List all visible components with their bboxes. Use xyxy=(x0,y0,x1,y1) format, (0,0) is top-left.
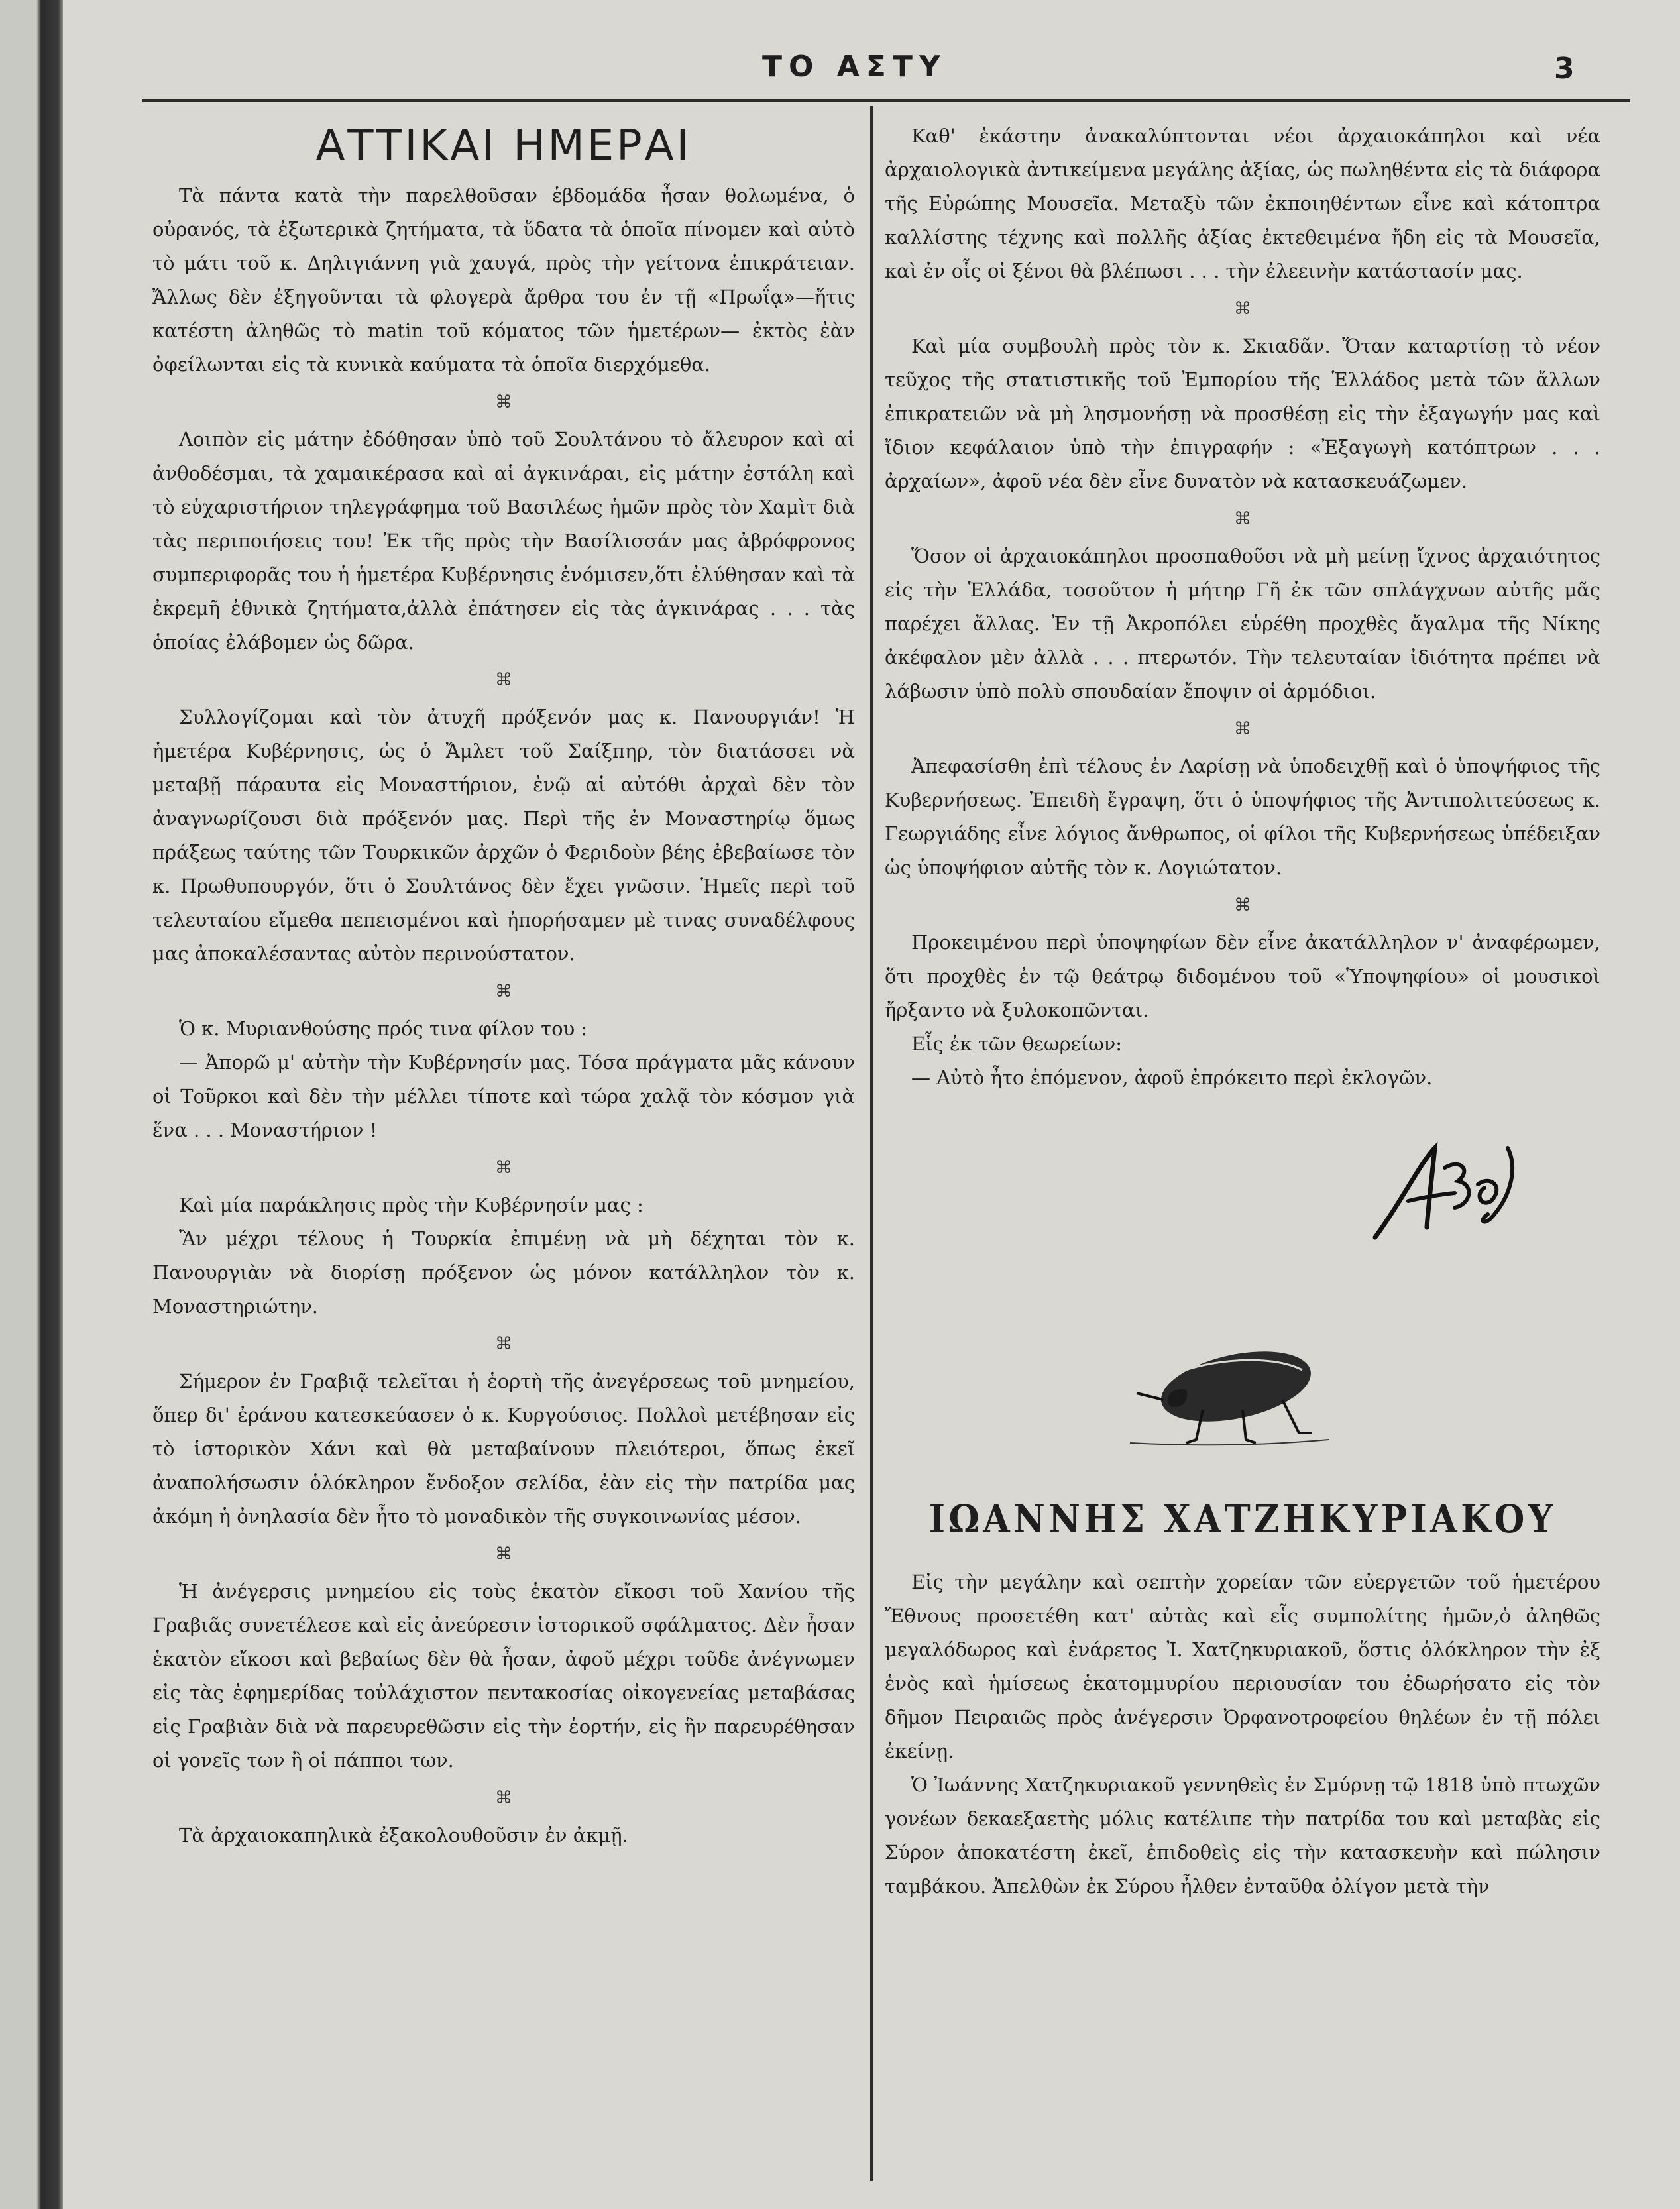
separator-ornament: ⌘ xyxy=(495,982,512,1001)
masthead: ΤΟ ΑΣΤΥ xyxy=(762,50,947,84)
paragraph: Λοιπὸν εἰς μάτην ἐδόθησαν ὑπὸ τοῦ Σουλτάνου τὸ ἄλευρον καὶ αἱ ἀνθοδέσμαι, τὰ χαμαικέρασα καὶ αἱ ἀγκινάραι, εἰς μάτην ἐστάλη καὶ τὸ εὐχαριστήριον τηλεγράφημα τοῦ Βασιλέως ἡμῶν πρὸς τὸν Χαμὶτ διὰ τὰς περιποιήσεις του! Ἐκ τῆς πρὸς τὴν Βασίλισσάν μας ἀβρόφρονος συμπεριφορᾶς του ἡ ἡμετέρα Κυβέρνησις ἐνόμισεν,ὅτι ἐλύθησαν καὶ τὰ ἐκρεμῆ ἐθνικὰ ζητήματα,ἀλλὰ ἐπάτησεν εἰς τὰς ἀγκινάρας . . . τὰς ὁποίας ἐλάβομεν ὡς δῶρα. xyxy=(152,428,855,653)
separator-ornament: ⌘ xyxy=(495,670,512,690)
paragraph: Καὶ μία παράκλησις πρὸς τὴν Κυβέρνησίν μας : xyxy=(179,1194,644,1216)
left-column xyxy=(152,119,855,1852)
paragraph: Ὅσον οἱ ἀρχαιοκάπηλοι προσπαθοῦσι νὰ μὴ μείνῃ ἴχνος ἀρχαιότητος εἰς τὴν Ἑλλάδα, τοσοῦτον ἡ μήτηρ Γῆ ἐκ τῶν σπλάγχνων αὐτῆς μᾶς παρέχει ἄλλας. Ἐν τῇ Ἀκροπόλει εὑρέθη προχθὲς ἄγαλμα τῆς Νίκης ἀκέφαλον μὲν ἀλλὰ . . . πτερωτόν. Τὴν τελευταίαν ἰδιότητα πρέπει νὰ λάβωσιν ὑπὸ πολὺ σπουδαίαν ἔποψιν οἱ ἁρμόδιοι. xyxy=(885,545,1600,703)
paragraph: Ὁ Ἰωάννης Χατζηκυριακοῦ γεννηθεὶς ἐν Σμύρνῃ τῷ 1818 ὑπὸ πτωχῶν γονέων δεκαεξαετὴς μόλις κατέλιπε τὴν πατρίδα του καὶ μεταβὰς εἰς Σύρον ἀποκατέστη ἐκεῖ, ἐπιδοθεὶς εἰς τὴν κατασκευὴν καὶ πώλησιν ταμβάκου. Ἀπελθὼν ἐκ Σύρου ἦλθεν ἐνταῦθα ὀλίγον μετὰ τὴν xyxy=(885,1774,1600,1897)
separator-ornament: ⌘ xyxy=(495,1158,512,1178)
paragraph: Εἷς ἐκ τῶν θεωρείων: xyxy=(911,1033,1123,1055)
header-rule xyxy=(142,99,1630,102)
paragraph: Ὁ κ. Μυριανθούσης πρός τινα φίλον του : xyxy=(179,1017,588,1040)
obituary-title: ΙΩΑΝΝΗΣ ΧΑΤΖΗΚΥΡΙΑΚΟΥ xyxy=(928,1497,1557,1542)
page-number: 3 xyxy=(1554,52,1575,85)
separator-ornament: ⌘ xyxy=(495,1334,512,1354)
page-binding-edge xyxy=(0,0,63,2209)
paragraph: Ἀπεφασίσθη ἐπὶ τέλους ἐν Λαρίσῃ νὰ ὑποδειχθῇ καὶ ὁ ὑποψήφιος τῆς Κυβερνήσεως. Ἐπειδὴ ἔγραψη, ὅτι ὁ ὑποψήφιος τῆς Ἀντιπολιτεύσεως κ. Γεωργιάδης εἶνε λόγιος ἄνθρωπος, οἱ φίλοι τῆς Κυβερνήσεως ὑπέδειξαν ὡς ὑποψήφιον αὐτῆς τὸν κ. Λογιώτατον. xyxy=(885,755,1600,879)
paragraph: Ἡ ἀνέγερσις μνημείου εἰς τοὺς ἑκατὸν εἴκοσι τοῦ Χανίου τῆς Γραβιᾶς συνετέλεσε καὶ εἰς ἀνεύρεσιν ἱστορικοῦ σφάλματος. Δὲν ἦσαν ἑκατὸν εἴκοσι καὶ βεβαίως δὲν θὰ ἦσαν, ἀφοῦ μέχρι τοῦδε ἀνέγνωμεν εἰς τὰς ἐφημερίδας τοὐλάχιστον πεντακοσίας οἰκογενείας μεταβάσας εἰς Γραβιὰν διὰ νὰ παρευρεθῶσιν εἰς τὴν ἑορτήν, εἰς ἣν παρευρέθησαν οἱ γονεῖς των ἢ οἱ πάπποι των. xyxy=(152,1580,855,1772)
separator-ornament: ⌘ xyxy=(495,392,512,412)
separator-ornament: ⌘ xyxy=(1234,895,1251,915)
column-rule xyxy=(870,106,873,2181)
right-column xyxy=(885,119,1600,1903)
column-title: ΑΤΤΙΚΑΙ ΗΜΕΡΑΙ xyxy=(315,121,692,170)
paragraph: Συλλογίζομαι καὶ τὸν ἀτυχῆ πρόξενόν μας κ. Πανουργιάν! Ἡ ἡμετέρα Κυβέρνησις, ὡς ὁ Ἄμλετ τοῦ Σαίξπηρ, τὸν διατάσσει νὰ μεταβῇ πάραυτα εἰς Μοναστήριον, ἐνῷ αἱ αὐτόθι ἀρχαὶ δὲν τὸν ἀναγνωρίζουσι διὰ πρόξενόν μας. Περὶ τῆς ἐν Μοναστηρίῳ ὅμως πράξεως ταύτης τῶν Τουρκικῶν ἀρχῶν ὁ Φεριδοὺν βέης ἐβεβαίωσε τὸν κ. Πρωθυπουργόν, ὅτι ὁ Σουλτάνος δὲν ἔχει γνῶσιν. Ἡμεῖς περὶ τοῦ τελευταίου εἴμεθα πεπεισμένοι καὶ ἠπορήσαμεν μὲ τινας συναδέλφους μας ἀποκαλέσαντας αὐτὸν περινούστατον. xyxy=(152,706,855,965)
separator-ornament: ⌘ xyxy=(1234,719,1251,739)
paragraph: Σήμερον ἐν Γραβιᾷ τελεῖται ἡ ἑορτὴ τῆς ἀνεγέρσεως τοῦ μνημείου, ὅπερ δι' ἐράνου κατεσκεύασεν ὁ κ. Κυργούσιος. Πολλοὶ μετέβησαν εἰς τὸ ἱστορικὸν Χάνι καὶ θὰ μεταβαίνουν πλειότεροι, ὅπως ἐκεῖ ἀναπολήσωσιν ὁλόκληρον ἔνδοξον σελίδα, ἐὰν εἰς τὴν πατρίδα μας ἀκόμη ἡ ὀνηλασία δὲν ἦτο τὸ μοναδικὸν τῆς συγκοινωνίας μέσον. xyxy=(152,1370,855,1528)
paragraph: — Αὐτὸ ἦτο ἑπόμενον, ἀφοῦ ἐπρόκειτο περὶ ἐκλογῶν. xyxy=(911,1066,1433,1089)
separator-ornament: ⌘ xyxy=(1234,299,1251,319)
beetle-illustration xyxy=(885,1307,1600,1479)
paragraph: Προκειμένου περὶ ὑποψηφίων δὲν εἶνε ἀκατάλληλον ν' ἀναφέρωμεν, ὅτι προχθὲς ἐν τῷ θεάτρῳ διδομένου τοῦ «Ὑποψηφίου» οἱ μουσικοὶ ἤρξαντο νὰ ξυλοκοπῶνται. xyxy=(885,931,1600,1021)
paragraph: — Ἀπορῶ μ' αὐτὴν τὴν Κυβέρνησίν μας. Τόσα πράγματα μᾶς κάνουν οἱ Τοῦρκοι καὶ δὲν τὴν μέλλει τίποτε καὶ τώρα χαλᾷ τὸν κόσμον γιὰ ἕνα . . . Μοναστήριον ! xyxy=(152,1051,855,1141)
paragraph: Ἂν μέχρι τέλους ἡ Τουρκία ἐπιμένῃ νὰ μὴ δέχηται τὸν κ. Πανουργιὰν νὰ διορίσῃ πρόξενον ὡς μόνον κατάλληλον τὸν κ. Μοναστηριώτην. xyxy=(152,1227,855,1318)
signature-area xyxy=(885,1108,1600,1307)
paragraph: Καὶ μία συμβουλὴ πρὸς τὸν κ. Σκιαδᾶν. Ὅταν καταρτίσῃ τὸ νέον τεῦχος τῆς στατιστικῆς τοῦ Ἐμπορίου τῆς Ἑλλάδος μετὰ τῶν ἄλλων ἐπικρατειῶν νὰ μὴ λησμονήσῃ νὰ προσθέσῃ εἰς τὴν ἐξαγωγήν μας καὶ ἴδιον κεφάλαιον ὑπὸ τὴν ἐπιγραφήν : «Ἐξαγωγὴ κατόπτρων . . . ἀρχαίων», ἀφοῦ νέα δὲν εἶνε δυνατὸν νὰ κατασκευάζωμεν. xyxy=(885,335,1600,492)
separator-ornament: ⌘ xyxy=(495,1544,512,1564)
handwritten-signature-icon xyxy=(1362,1121,1521,1254)
paragraph: Τὰ ἀρχαιοκαπηλικὰ ἐξακολουθοῦσιν ἐν ἀκμῇ. xyxy=(179,1824,628,1846)
paragraph: Τὰ πάντα κατὰ τὴν παρελθοῦσαν ἑβδομάδα ἦσαν θολωμένα, ὁ οὐρανός, τὰ ἐξωτερικὰ ζητήματα, τὰ ὕδατα τὰ ὁποῖα πίνομεν καὶ αὐτὸ τὸ μάτι τοῦ κ. Δηλιγιάννη γιὰ χαυγά, πρὸς τὴν γείτονα ἐπικράτειαν. Ἄλλως δὲν ἐξηγοῦνται τὰ φλογερὰ ἄρθρα του ἐν τῇ «Πρωΐᾳ»—ἥτις κατέστη ἀληθῶς τὸ matin τοῦ κόματος τῶν ἡμετέρων— ἐκτὸς ἐὰν ὀφείλωνται εἰς τὰ κυνικὰ καύματα τὰ ὁποῖα διερχόμεθα. xyxy=(152,184,855,376)
separator-ornament: ⌘ xyxy=(495,1788,512,1808)
paragraph: Καθ' ἑκάστην ἀνακαλύπτονται νέοι ἀρχαιοκάπηλοι καὶ νέα ἀρχαιολογικὰ ἀντικείμενα μεγάλης ἀξίας, ὡς πωληθέντα εἰς τὰ διάφορα τῆς Εὐρώπης Μουσεῖα. Μεταξὺ τῶν ἐκποιηθέντων εἶνε καὶ κάτοπτρα καλλίστης τέχνης καὶ πολλῆς ἀξίας ἐκτεθειμένα ἤδη εἰς τὰ Μουσεῖα, καὶ ἐν οἷς οἱ ξένοι θὰ βλέπωσι . . . τὴν ἐλεεινὴν κατάστασίν μας. xyxy=(885,125,1600,282)
beetle-icon xyxy=(1123,1333,1335,1453)
separator-ornament: ⌘ xyxy=(1234,509,1251,529)
paragraph: Εἰς τὴν μεγάλην καὶ σεπτὴν χορείαν τῶν εὐεργετῶν τοῦ ἡμετέρου Ἔθνους προσετέθη κατ' αὐτὰς καὶ εἷς συμπολίτης ἡμῶν,ὁ ἀληθῶς μεγαλόδωρος καὶ ἐνάρετος Ἰ. Χατζηκυριακοῦ, ὅστις ὁλόκληρον τὴν ἐξ ἑνὸς καὶ ἡμίσεως ἑκατομμυρίου περιουσίαν του ἐδωρήσατο εἰς τὸν δῆμον Πειραιῶς πρὸς ἀνέγερσιν Ὀρφανοτροφείου θηλέων ἐν τῇ πόλει ἐκείνῃ. xyxy=(885,1571,1600,1762)
